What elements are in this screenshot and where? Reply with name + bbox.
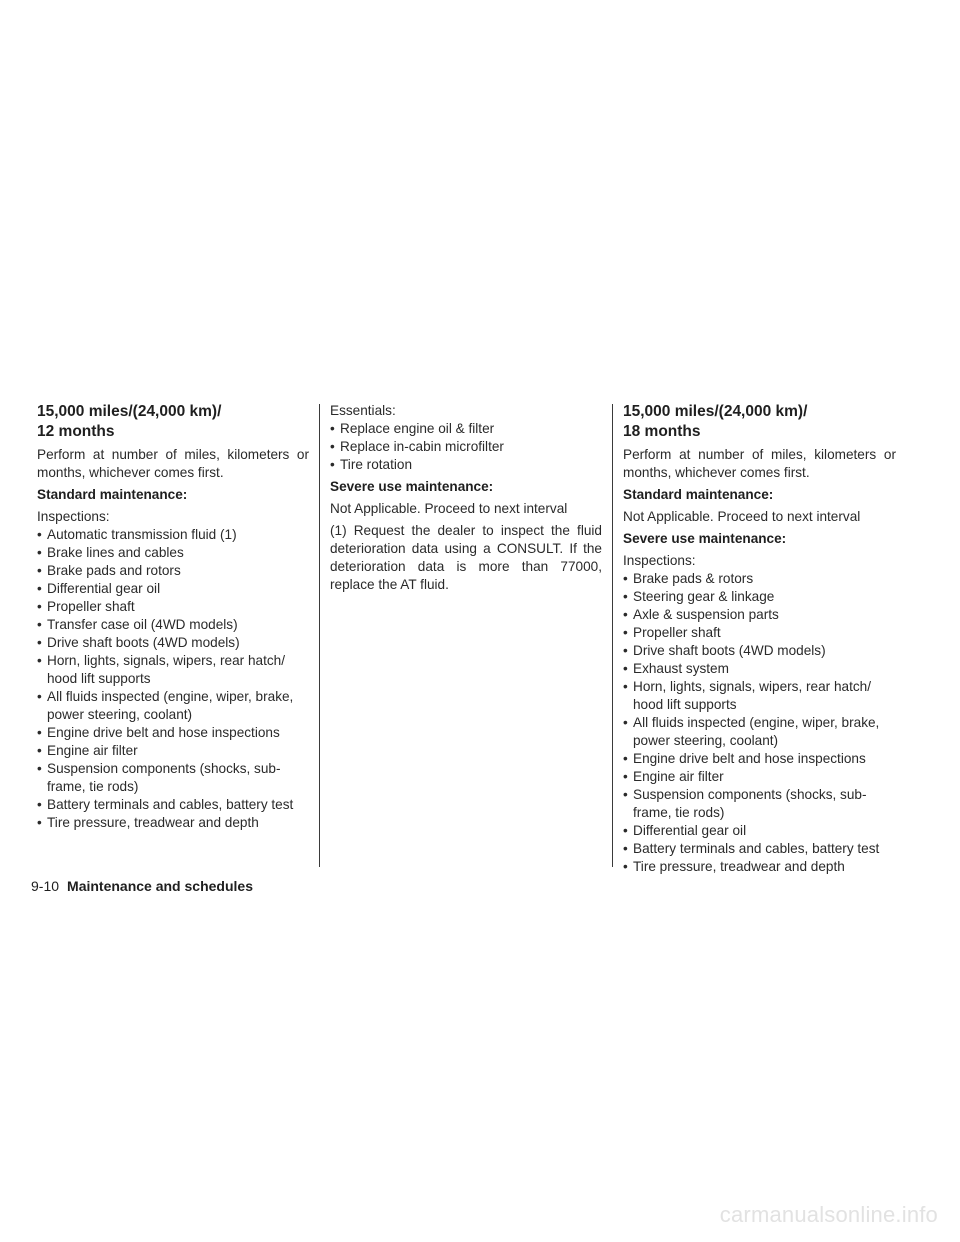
column-divider [612,404,613,867]
standard-maintenance-text: Not Applicable. Proceed to next interval [623,509,861,524]
list-item: • Drive shaft boots (4WD models) [623,642,896,660]
page-number: 9-10 [31,878,60,894]
severe-use-text: Not Applicable. Proceed to next interval [330,501,568,516]
inspections-label: Inspections: [37,509,110,524]
footnote: (1) Request the dealer to inspect the fluid deterioration data using a CONSULT. If the deterioration data is more than 77000, replace the AT fluid. [330,523,602,592]
list-item: • Transfer case oil (4WD models) [37,616,309,634]
list-item: • Tire rotation [330,456,602,474]
list-item: • Engine drive belt and hose inspections [37,724,309,742]
inspection-list [37,526,309,832]
inspections-label: Inspections: [623,553,696,568]
right-column [623,402,896,876]
list-item: • Suspension components (shocks, sub-frame, tie rods) [37,760,309,796]
list-item: • Differential gear oil [623,822,896,840]
inspection-list [623,570,896,876]
essentials-list [330,420,602,474]
list-item: • Brake pads & rotors [623,570,896,588]
heading-line-2: 12 months [37,423,115,440]
severe-use-label: Severe use maintenance: [330,479,494,494]
list-item: • Exhaust system [623,660,896,678]
intro-text: Perform at number of miles, kilometers or months, whichever comes first. [37,447,309,480]
list-item: • Horn, lights, signals, wipers, rear hatch/ hood lift supports [623,678,896,714]
list-item: • Battery terminals and cables, battery test [37,796,309,814]
list-item: • Battery terminals and cables, battery test [623,840,896,858]
list-item: • All fluids inspected (engine, wiper, brake, power steering, coolant) [623,714,896,750]
intro-text: Perform at number of miles, kilometers or months, whichever comes first. [623,447,896,480]
list-item: • Tire pressure, treadwear and depth [623,858,896,876]
essentials-label: Essentials: [330,403,396,418]
list-item: • Engine air filter [37,742,309,760]
list-item: • Differential gear oil [37,580,309,598]
standard-maintenance-label: Standard maintenance: [37,487,188,502]
list-item: • Axle & suspension parts [623,606,896,624]
list-item: • Drive shaft boots (4WD models) [37,634,309,652]
list-item: • Engine drive belt and hose inspections [623,750,896,768]
section-heading-18-months [623,402,896,442]
list-item: • Engine air filter [623,768,896,786]
heading-line-1: 15,000 miles/(24,000 km)/ [623,403,808,420]
section-title: Maintenance and schedules [67,878,253,894]
heading-line-2: 18 months [623,423,701,440]
list-item: • Replace in-cabin microfilter [330,438,602,456]
list-item: • Automatic transmission fluid (1) [37,526,309,544]
list-item: • Replace engine oil & filter [330,420,602,438]
heading-line-1: 15,000 miles/(24,000 km)/ [37,403,222,420]
list-item: • All fluids inspected (engine, wiper, brake, power steering, coolant) [37,688,309,724]
list-item: • Brake lines and cables [37,544,309,562]
middle-column [330,402,602,598]
standard-maintenance-label: Standard maintenance: [623,487,774,502]
page-footer [31,877,253,895]
list-item: • Tire pressure, treadwear and depth [37,814,309,832]
section-heading-12-months [37,402,309,442]
watermark: carmanualsonline.info [719,1202,938,1227]
column-divider [319,404,320,867]
left-column [37,402,309,832]
list-item: • Steering gear & linkage [623,588,896,606]
list-item: • Propeller shaft [37,598,309,616]
list-item: • Propeller shaft [623,624,896,642]
list-item: • Horn, lights, signals, wipers, rear hatch/ hood lift supports [37,652,309,688]
list-item: • Brake pads and rotors [37,562,309,580]
severe-use-label: Severe use maintenance: [623,531,787,546]
list-item: • Suspension components (shocks, sub-frame, tie rods) [623,786,896,822]
